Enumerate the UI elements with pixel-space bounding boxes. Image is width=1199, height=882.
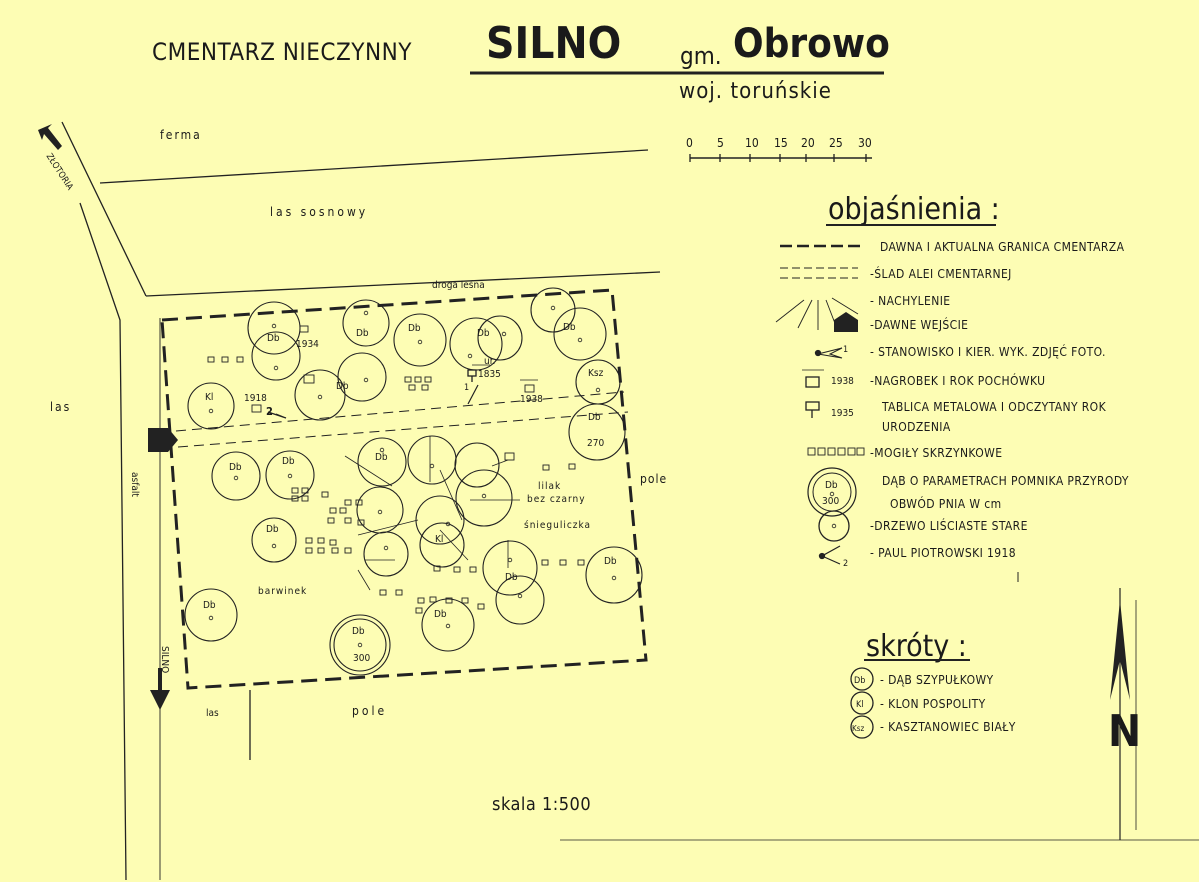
scale-tick-label: 15 <box>774 136 788 150</box>
arrow-silno <box>150 668 170 710</box>
legend-item-plate: TABLICA METALOWA I ODCZYTANY ROK <box>882 400 1107 414</box>
voivodeship-label: woj. toruńskie <box>679 79 832 104</box>
legend-item-box-graves: -MOGIŁY SKRZYNKOWE <box>870 446 1003 460</box>
arrow-zlotoria <box>38 124 62 150</box>
photo-number: 2 <box>266 405 273 418</box>
alley-line-2 <box>178 412 628 447</box>
legend-title: objaśnienia : <box>828 192 1000 227</box>
legend-item-monument-oak-2: OBWÓD PNIA W cm <box>890 497 1002 511</box>
abbrev-ksz-text: - KASZTANOWIEC BIAŁY <box>880 720 1016 734</box>
tree-db: Db <box>352 626 365 637</box>
legend-sym-entrance <box>834 312 858 332</box>
metal-plate <box>468 370 476 376</box>
label-las-left: las <box>50 400 72 414</box>
gmina-label: gm. <box>680 42 722 70</box>
photo-number: 1 <box>464 383 470 393</box>
old-entrance-arrow <box>148 428 178 452</box>
road-line-diagonal <box>62 122 146 296</box>
abbrev-kl-code: Kl <box>856 700 864 710</box>
abbrev-db-text: - DĄB SZYPUŁKOWY <box>880 673 994 687</box>
tree-kl: Kl <box>205 392 214 403</box>
legend-item-monument-oak: DĄB O PARAMETRACH POMNIKA PRZYRODY <box>882 474 1129 488</box>
label-ferma: ferma <box>160 128 202 142</box>
oak-circumference: 270 <box>587 438 605 449</box>
plate-ur-label: ur. <box>484 356 496 367</box>
map-title-prefix: CMENTARZ NIECZYNNY <box>152 38 412 66</box>
grave-year: 1934 <box>296 339 319 350</box>
legend-item-paul: - PAUL PIOTROWSKI 1918 <box>870 546 1017 560</box>
label-pole-right: pole <box>640 472 668 486</box>
legend-sym-year: 1935 <box>831 408 854 419</box>
commune-name: Obrowo <box>733 21 890 67</box>
tree-db: Db <box>229 462 242 473</box>
label-bez-czarny: bez czarny <box>527 494 586 505</box>
legend-sym-num: 2 <box>843 559 849 569</box>
cemetery-boundary <box>162 290 646 688</box>
scale-tick-label: 25 <box>829 136 843 150</box>
scale-tick-label: 5 <box>717 136 724 150</box>
tree-db: Db <box>434 609 447 620</box>
legend-sym-box-graves <box>808 448 864 455</box>
label-lilak: lilak <box>538 481 562 492</box>
label-silno-road: SILNO <box>159 646 170 674</box>
label-barwinek: barwinek <box>258 586 308 597</box>
tree-db: Db <box>505 572 518 583</box>
scale-tick-label: 0 <box>686 136 693 150</box>
legend-item-tombstone: -NAGROBEK I ROK POCHÓWKU <box>870 374 1046 388</box>
trees <box>185 288 642 675</box>
tree-ksz: Ksz <box>588 368 604 379</box>
legend-item-entrance: -DAWNE WEJŚCIE <box>870 318 969 332</box>
legend-sym-circ: 300 <box>822 496 840 507</box>
scale-tick-label: 20 <box>801 136 815 150</box>
tree-db: Db <box>267 333 280 344</box>
scale-text: skala 1:500 <box>492 794 592 815</box>
tree-db: Db <box>563 322 576 333</box>
abbrev-ksz-code: Ksz <box>852 724 865 733</box>
tree-db: Db <box>604 556 617 567</box>
tree-db: Db <box>375 452 388 463</box>
tree-db: Db <box>356 328 369 339</box>
label-las-bottom: las <box>206 708 219 719</box>
scale-tick-label: 10 <box>745 136 759 150</box>
plate-year: 1835 <box>478 369 501 380</box>
label-asfalt: asfalt <box>129 472 140 497</box>
tree-db: Db <box>477 328 490 339</box>
label-zlotoria: ZŁOTORIA <box>43 152 75 193</box>
place-name: SILNO <box>486 18 622 69</box>
tree-db: Db <box>336 381 349 392</box>
legend-sym-db: Db <box>825 480 838 491</box>
legend-item-alley: -ŚLAD ALEI CMENTARNEJ <box>870 267 1012 281</box>
scale-tick-label: 30 <box>858 136 872 150</box>
north-letter: N <box>1108 706 1142 757</box>
label-droga-lesna: droga leśna <box>432 280 485 291</box>
legend-sym-photo <box>818 348 842 358</box>
grave-year: 1938 <box>520 394 543 405</box>
legend-item-slope: - NACHYLENIE <box>870 294 951 308</box>
legend-item-photo: - STANOWISKO I KIER. WYK. ZDJĘĆ FOTO. <box>870 345 1106 359</box>
tree-db: Db <box>588 412 601 423</box>
legend-item-boundary: DAWNA I AKTUALNA GRANICA CMENTARZA <box>880 240 1125 254</box>
legend-sym-plate <box>806 402 819 410</box>
label-pole-bottom: pole <box>352 704 388 718</box>
tree-kl: Kl <box>435 534 444 545</box>
oak-circumference: 300 <box>353 653 371 664</box>
road-line-ferma <box>100 150 648 183</box>
abbrev-title: skróty : <box>866 629 967 664</box>
label-las-sosnowy: las sosnowy <box>270 205 369 219</box>
legend-item-old-tree: -DRZEWO LIŚCIASTE STARE <box>870 519 1028 533</box>
grave-year: 1918 <box>244 393 267 404</box>
tree-db: Db <box>203 600 216 611</box>
box-graves <box>208 326 584 613</box>
tree-db: Db <box>408 323 421 334</box>
legend-item-plate-2: URODZENIA <box>882 420 951 434</box>
abbrev-kl-text: - KLON POSPOLITY <box>880 697 986 711</box>
legend-sym-tombstone <box>806 377 819 387</box>
road-left-edge <box>80 203 126 880</box>
label-snieguliczka: śnieguliczka <box>524 520 592 531</box>
tree-db: Db <box>282 456 295 467</box>
tree-db: Db <box>266 524 279 535</box>
legend-sym-num: 1 <box>843 345 849 355</box>
abbrev-db-code: Db <box>854 676 866 686</box>
legend-sym-year: 1938 <box>831 376 854 387</box>
photo-direction-1 <box>468 385 478 404</box>
